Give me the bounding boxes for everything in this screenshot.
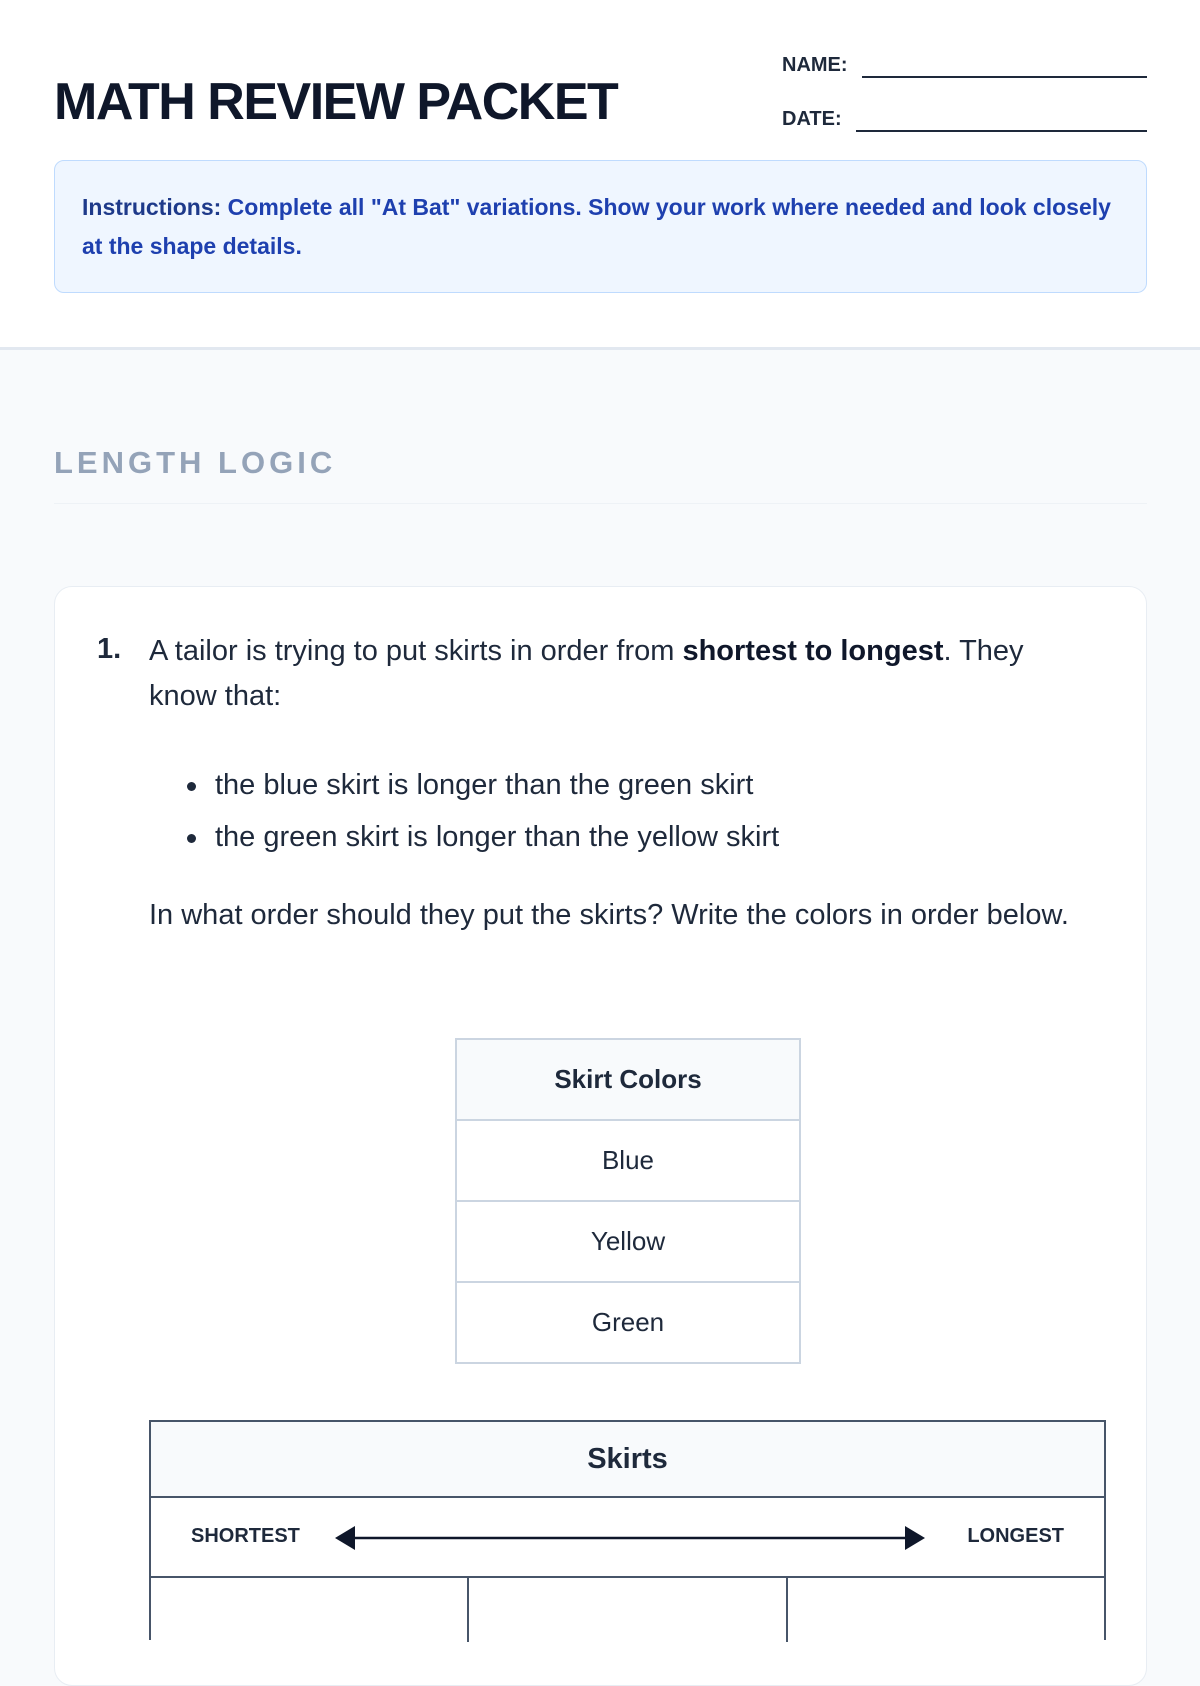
instructions-text: Complete all "At Bat" variations. Show your work where needed and look closely at the shape details. bbox=[82, 194, 1111, 259]
shortest-label: SHORTEST bbox=[191, 1525, 300, 1547]
length-scale bbox=[151, 1498, 1104, 1578]
question-intro-text: A tailor is trying to put skirts in order from bbox=[149, 635, 683, 667]
date-write-line[interactable] bbox=[856, 108, 1147, 132]
table-row bbox=[456, 1201, 800, 1282]
table-cell: Yellow bbox=[456, 1201, 800, 1282]
table-cell: Blue bbox=[456, 1120, 800, 1201]
list-item: the green skirt is longer than the yellow skirt bbox=[149, 811, 779, 863]
instructions-label: Instructions: bbox=[82, 194, 222, 220]
page-header bbox=[0, 0, 1200, 350]
answer-slot-3[interactable] bbox=[788, 1578, 1104, 1642]
name-write-line[interactable] bbox=[862, 54, 1147, 78]
answer-slot-1[interactable] bbox=[151, 1578, 469, 1642]
section-title: LENGTH LOGIC bbox=[54, 445, 337, 480]
question-intro-emphasis: shortest to longest bbox=[682, 635, 944, 667]
section-divider bbox=[54, 503, 1147, 504]
name-field bbox=[782, 52, 1147, 78]
list-item: the blue skirt is longer than the green skirt bbox=[149, 759, 779, 811]
table-cell: Green bbox=[456, 1282, 800, 1363]
question-prompt: In what order should they put the skirts? Write the colors in order below. bbox=[149, 899, 1069, 931]
longest-label: LONGEST bbox=[967, 1525, 1064, 1547]
skirt-colors-table bbox=[455, 1038, 801, 1364]
clue-list bbox=[149, 759, 779, 863]
date-label: DATE: bbox=[782, 108, 842, 130]
answer-slot-2[interactable] bbox=[469, 1578, 787, 1642]
table-row bbox=[456, 1282, 800, 1363]
question-card bbox=[54, 586, 1147, 1686]
answer-slots bbox=[151, 1578, 1104, 1642]
page-title: MATH REVIEW PACKET bbox=[54, 73, 618, 131]
question-intro bbox=[149, 629, 1099, 719]
skirts-answer-header: Skirts bbox=[151, 1422, 1104, 1498]
name-label: NAME: bbox=[782, 54, 848, 76]
table-row bbox=[456, 1120, 800, 1201]
skirts-answer-table bbox=[149, 1420, 1106, 1640]
table-header-cell: Skirt Colors bbox=[456, 1039, 800, 1120]
question-number: 1. bbox=[97, 633, 122, 665]
instructions-box bbox=[54, 160, 1147, 293]
table-header-row bbox=[456, 1039, 800, 1120]
date-field bbox=[782, 106, 1147, 132]
double-arrow-icon bbox=[335, 1523, 925, 1553]
question-intro-tail: . They know that: bbox=[149, 635, 1024, 712]
